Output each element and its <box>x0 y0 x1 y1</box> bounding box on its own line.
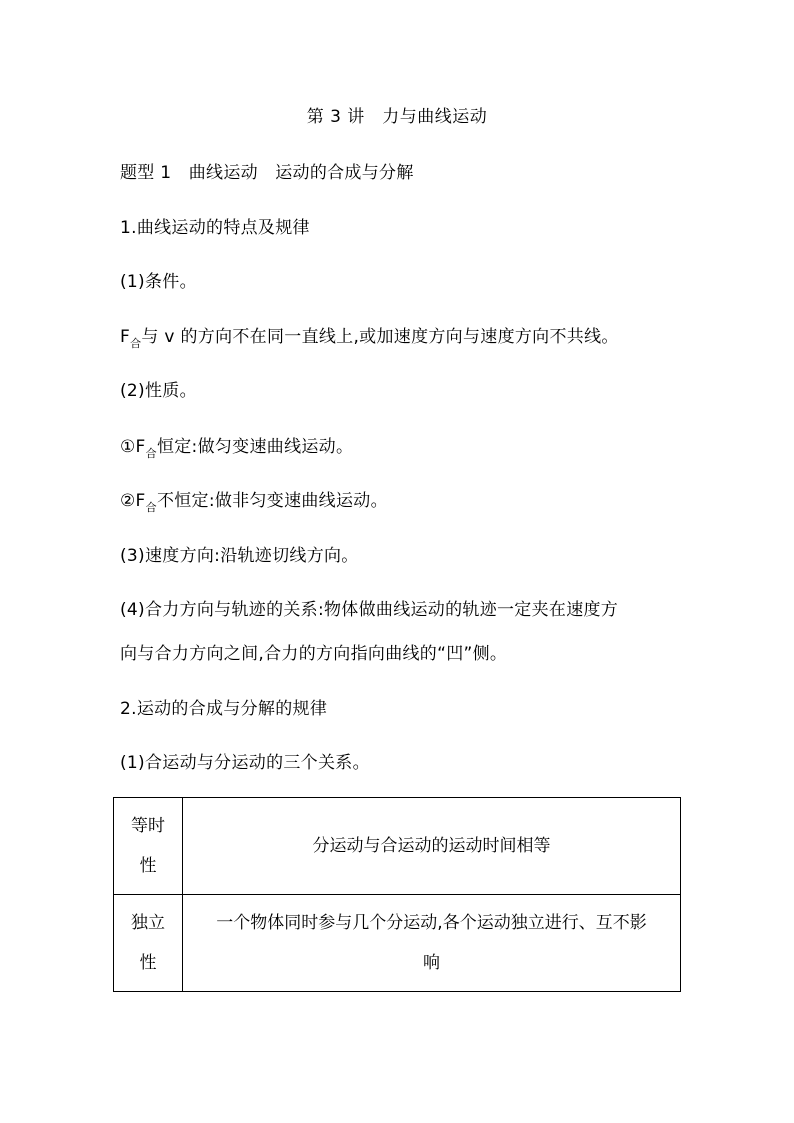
nonconstant-force-subscript: 合 <box>145 501 157 514</box>
force-subscript: 合 <box>130 337 142 350</box>
force-relation-line2: 向与合力方向之间,合力的方向指向曲线的“凹”侧。 <box>120 644 508 664</box>
condition-text <box>120 326 619 350</box>
force-symbol: F <box>120 327 131 347</box>
constant-force-subscript: 合 <box>145 447 157 460</box>
nonconstant-force-rest: 不恒定:做非匀变速曲线运动。 <box>156 491 388 511</box>
nature-label: (2)性质。 <box>120 381 197 401</box>
point1-heading: 1.曲线运动的特点及规律 <box>120 218 310 238</box>
condition-label: (1)条件。 <box>120 272 197 292</box>
velocity-direction: (3)速度方向:沿轨迹切线方向。 <box>120 546 359 566</box>
table-row <box>114 798 681 895</box>
row-label-line: 性 <box>139 953 157 973</box>
nonconstant-force-item <box>120 490 388 514</box>
relations-label: (1)合运动与分运动的三个关系。 <box>120 753 370 773</box>
condition-rest: 与 v 的方向不在同一直线上,或加速度方向与速度方向不共线。 <box>141 327 619 347</box>
lecture-title: 第 3 讲 力与曲线运动 <box>306 107 488 127</box>
row-label <box>114 798 183 895</box>
row-description-line: 响 <box>423 953 440 973</box>
table-row <box>114 895 681 992</box>
section-heading: 题型 1 曲线运动 运动的合成与分解 <box>120 163 414 183</box>
constant-force-item <box>120 436 353 460</box>
row-description <box>183 798 681 895</box>
row-description <box>183 895 681 992</box>
nonconstant-force-prefix: ②F <box>120 491 146 511</box>
row-label-line: 等时 <box>131 816 165 836</box>
relations-table <box>113 797 681 992</box>
row-label-line: 独立 <box>131 913 165 933</box>
row-label-line: 性 <box>139 856 157 876</box>
row-description-line: 一个物体同时参与几个分运动,各个运动独立进行、互不影 <box>216 913 647 933</box>
row-label <box>114 895 183 992</box>
constant-force-rest: 恒定:做匀变速曲线运动。 <box>156 437 354 457</box>
force-relation-line1: (4)合力方向与轨迹的关系:物体做曲线运动的轨迹一定夹在速度方 <box>120 600 619 620</box>
point2-heading: 2.运动的合成与分解的规律 <box>120 699 328 719</box>
constant-force-prefix: ①F <box>120 437 146 457</box>
row-description-line: 分运动与合运动的运动时间相等 <box>312 836 551 856</box>
